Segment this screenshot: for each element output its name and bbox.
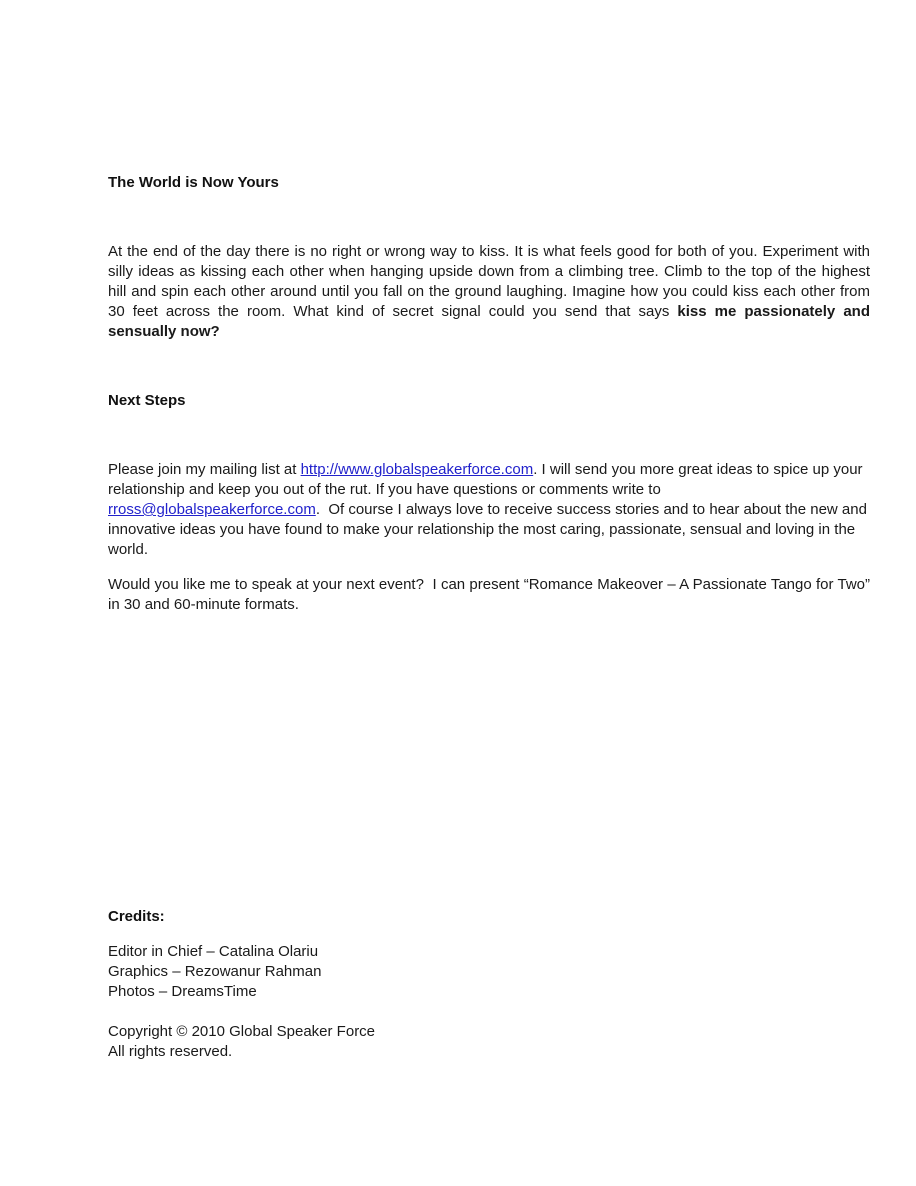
copyright-line: Copyright © 2010 Global Speaker Force [108, 1023, 376, 1040]
section-heading-next-steps: Next Steps [108, 392, 186, 409]
website-link[interactable]: http://www.globalspeakerforce.com [300, 461, 534, 478]
email-link[interactable]: rross@globalspeakerforce.com [108, 501, 316, 518]
rights-reserved-line: All rights reserved. [108, 1043, 233, 1060]
section-heading-world-is-now-yours: The World is Now Yours [108, 174, 279, 191]
paragraph-mailing-list [108, 460, 870, 560]
paragraph-kissing-ideas-bold: kiss me passionately and sensually now? [108, 303, 870, 340]
paragraph-mailing-list-text2: . I will send you more great ideas to spice up your relationship and keep you out of the rut. If you have questions or comments write to [108, 461, 863, 498]
credits-line-photos: Photos – DreamsTime [108, 983, 257, 1000]
paragraph-mailing-list-text1: Please join my mailing list at [108, 461, 301, 478]
paragraph-speaking-offer: Would you like me to speak at your next event? I can present “Romance Makeover – A Passionate Tango for Two” in 30 and 60-minute formats. [108, 576, 870, 613]
paragraph-kissing-ideas [108, 242, 870, 342]
paragraph-mailing-list-text3: . Of course I always love to receive success stories and to hear about the new and innovative ideas you have found to make your relationship the most caring, passionate, sensual and loving in the world. [108, 501, 867, 558]
credits-line-graphics: Graphics – Rezowanur Rahman [108, 963, 322, 980]
credits-line-editor: Editor in Chief – Catalina Olariu [108, 943, 319, 960]
paragraph-kissing-ideas-text: At the end of the day there is no right or wrong way to kiss. It is what feels good for both of you. Experiment with silly ideas as kissing each other when hanging upside down from a climbing tree. Climb to the top of the highest hill and spin each other around until you fall on the ground laughing. Imagine how you could kiss each other from 30 feet across the room. What kind of secret signal could you send that says [108, 243, 870, 320]
credits-list [108, 942, 870, 1002]
credits-heading: Credits: [108, 908, 165, 925]
copyright-block [108, 1022, 870, 1062]
